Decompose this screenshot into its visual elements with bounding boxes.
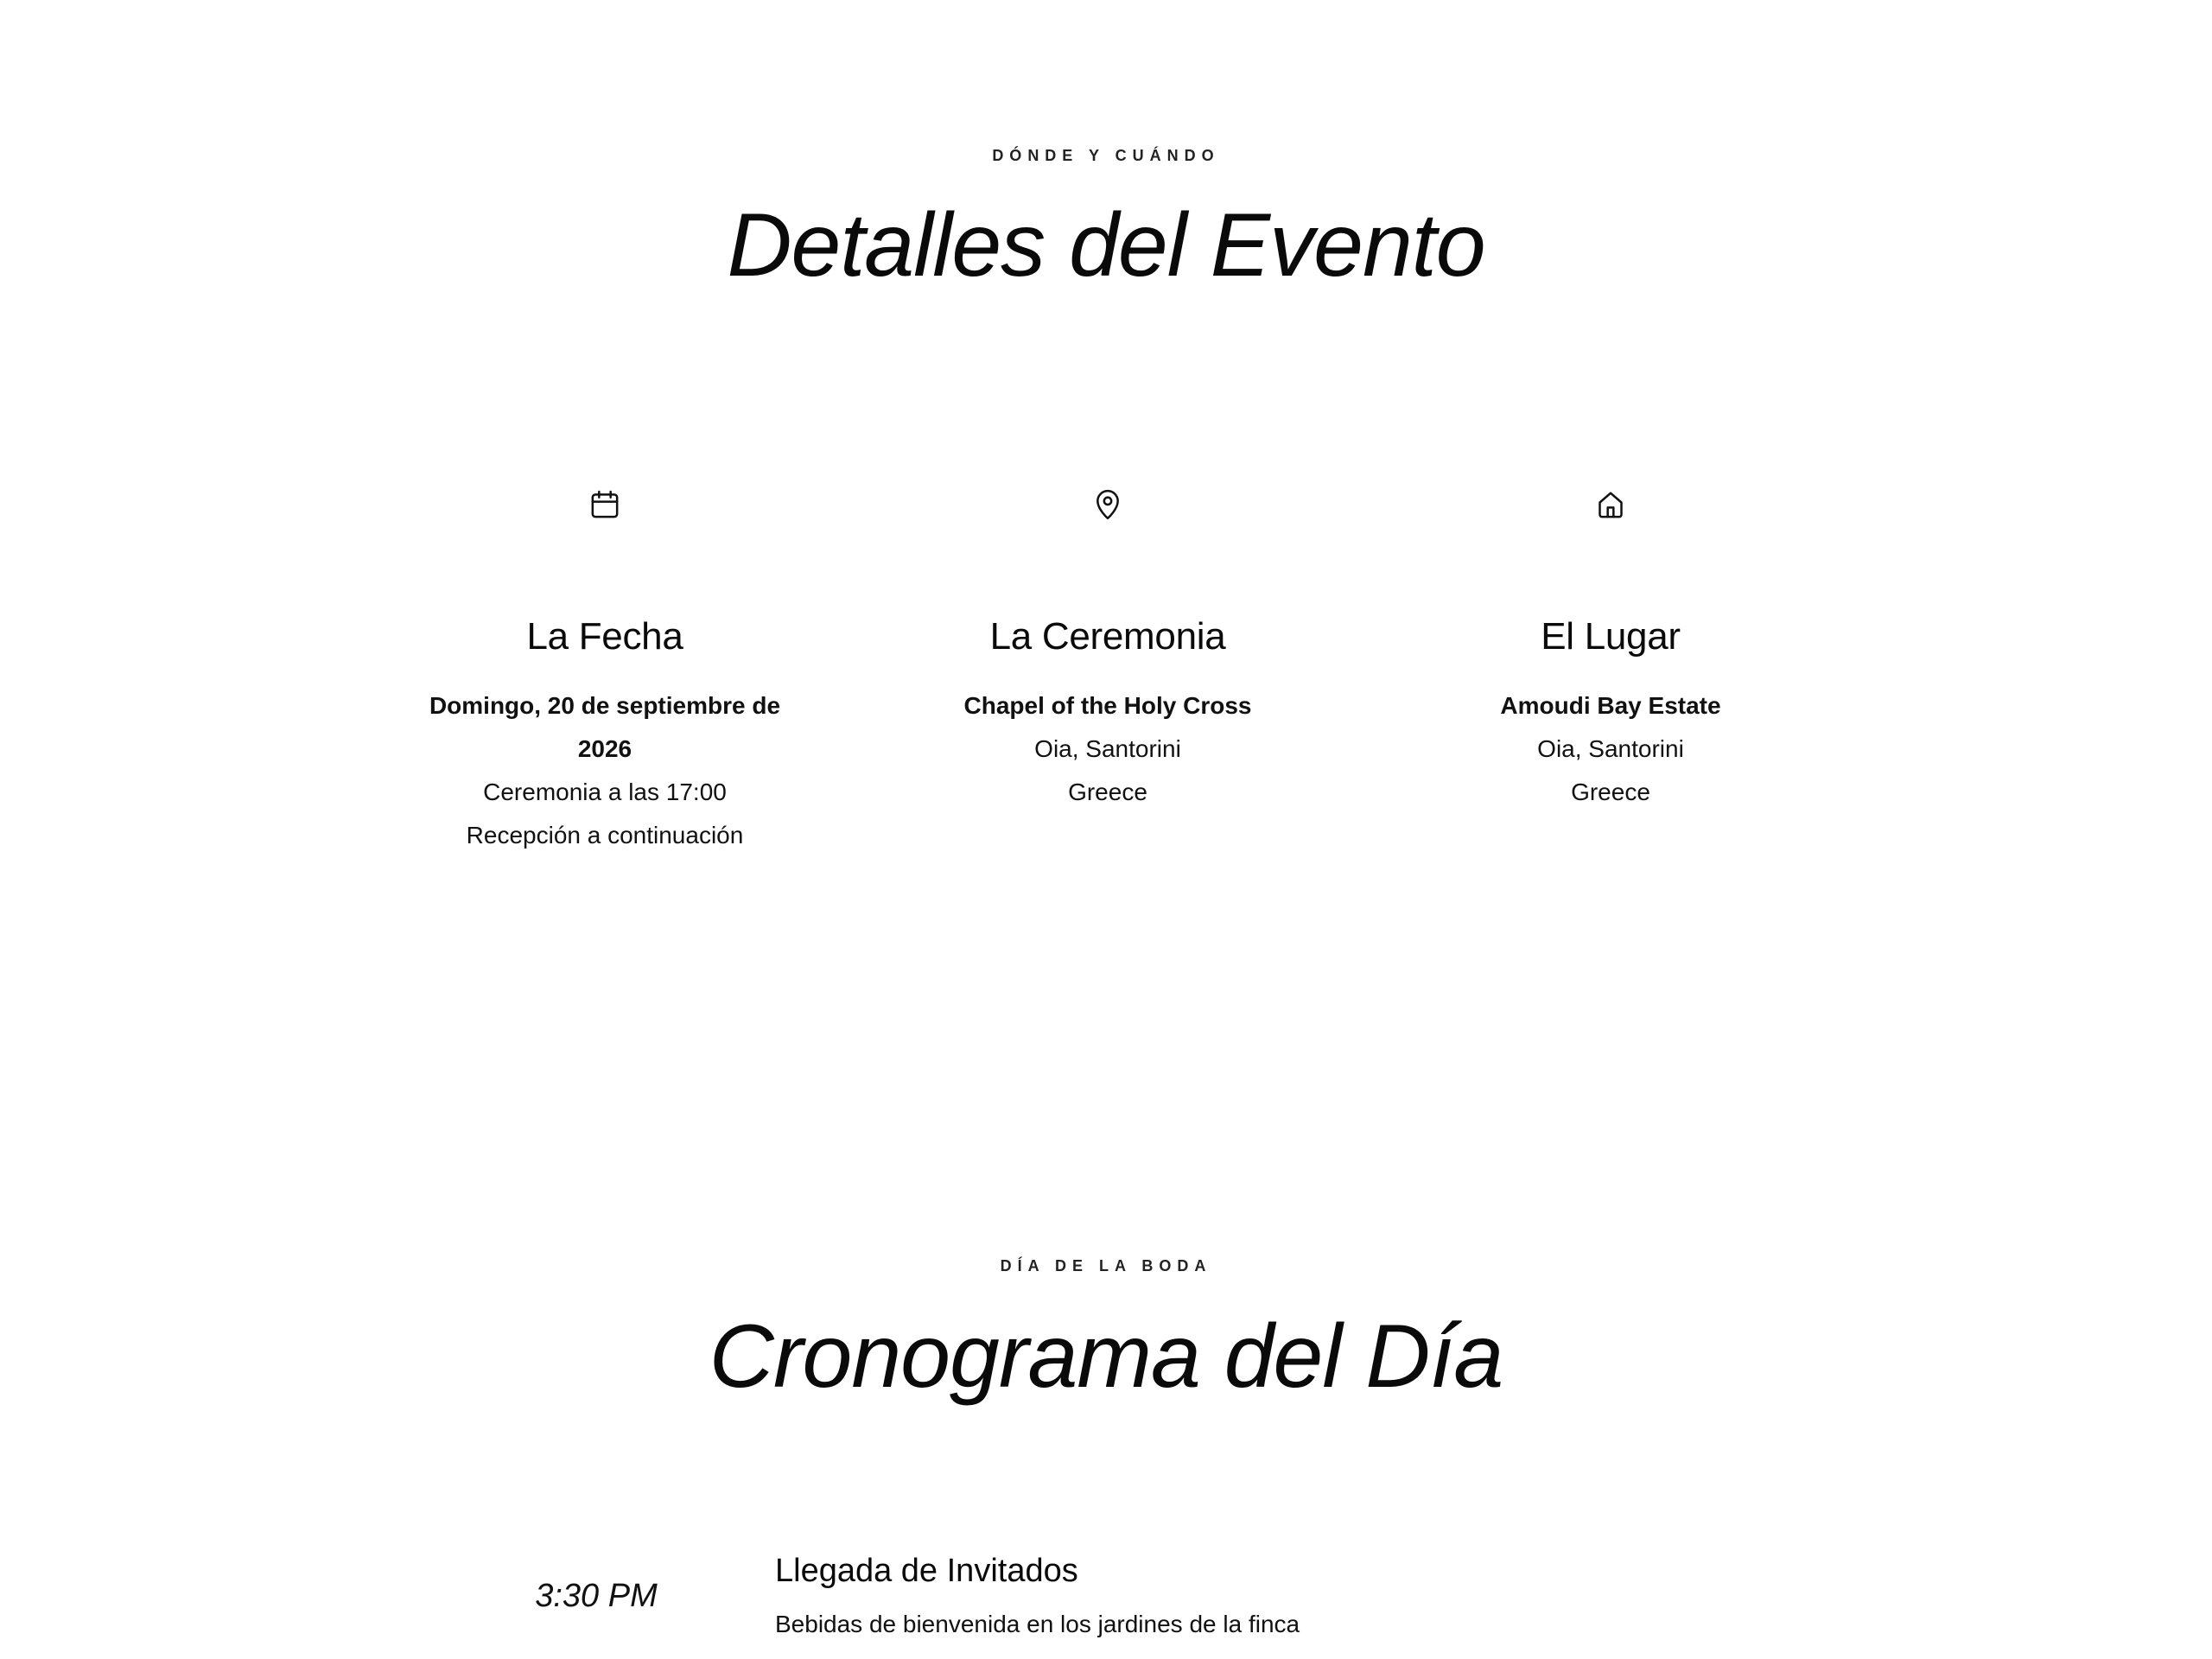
schedule-title: Cronograma del Día xyxy=(709,1306,1503,1407)
map-pin-icon xyxy=(883,484,1332,525)
venue-card-details xyxy=(1386,684,1835,814)
date-year-line: 2026 xyxy=(577,735,632,762)
ceremony-venue-name: Chapel of the Holy Cross xyxy=(963,692,1252,719)
date-line: Domingo, 20 de septiembre de xyxy=(429,692,781,719)
venue-country: Greece xyxy=(1571,779,1650,805)
ceremony-card xyxy=(883,484,1332,814)
timeline-item-description: Bebidas de bienvenida en los jardines de la finca xyxy=(775,1611,1300,1637)
ceremony-time-line: Ceremonia a las 17:00 xyxy=(483,779,727,805)
ceremony-card-title: La Ceremonia xyxy=(989,615,1226,658)
timeline-item-time: 3:30 PM xyxy=(535,1578,658,1614)
venue-city: Oia, Santorini xyxy=(1537,735,1684,762)
date-card xyxy=(380,484,830,857)
ceremony-card-details xyxy=(883,684,1332,814)
date-card-details xyxy=(380,684,830,857)
details-title: Detalles del Evento xyxy=(727,195,1485,296)
venue-name: Amoudi Bay Estate xyxy=(1500,692,1721,719)
calendar-icon xyxy=(380,484,830,525)
ceremony-country: Greece xyxy=(1068,779,1147,805)
reception-line: Recepción a continuación xyxy=(466,822,744,849)
date-card-title: La Fecha xyxy=(526,615,683,658)
ceremony-city: Oia, Santorini xyxy=(1034,735,1181,762)
details-eyebrow: DÓNDE Y CUÁNDO xyxy=(992,147,1220,164)
venue-card-title: El Lugar xyxy=(1541,615,1681,658)
schedule-eyebrow: DÍA DE LA BODA xyxy=(1000,1257,1212,1274)
venue-card xyxy=(1386,484,1835,814)
timeline-item-title: Llegada de Invitados xyxy=(775,1553,1078,1589)
home-icon xyxy=(1386,484,1835,525)
